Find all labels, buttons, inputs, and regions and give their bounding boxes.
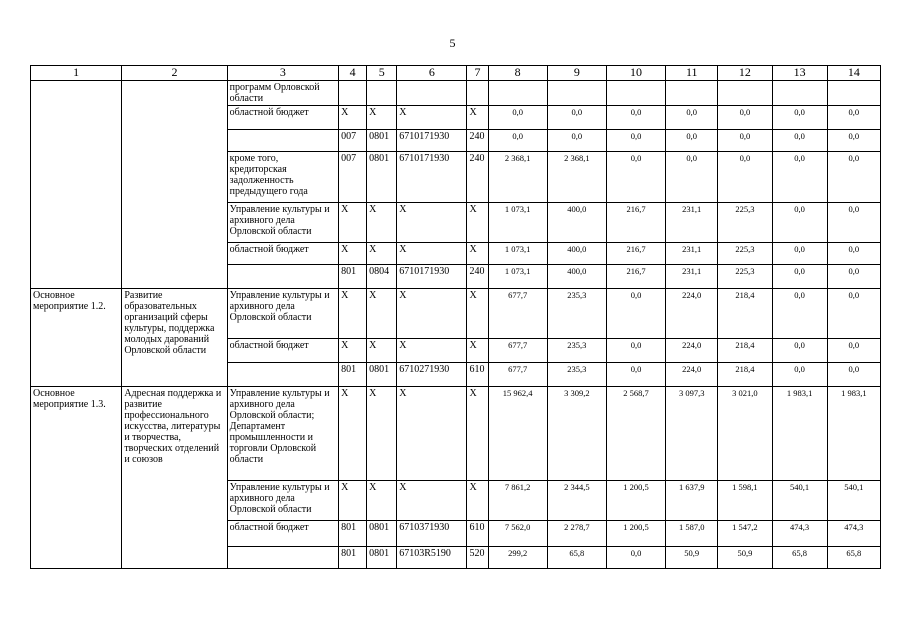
value-cell: 0,0 (827, 152, 880, 203)
value-cell: 400,0 (547, 243, 606, 265)
value-cell: 3 021,0 (718, 387, 772, 481)
value-cell: 7 562,0 (488, 521, 547, 547)
value-cell: 2 368,1 (488, 152, 547, 203)
code-cell: 007 (339, 130, 367, 152)
code-cell: X (467, 387, 488, 481)
value-cell: 0,0 (827, 130, 880, 152)
recipient-cell: Управление культуры и архивного дела Орловской области (227, 481, 338, 521)
code-cell: X (367, 203, 397, 243)
value-cell: 677,7 (488, 289, 547, 339)
code-cell: 240 (467, 152, 488, 203)
measure-cell (31, 81, 122, 289)
value-cell: 65,8 (827, 547, 880, 569)
code-cell: X (339, 106, 367, 130)
value-cell: 540,1 (772, 481, 827, 521)
value-cell: 0,0 (488, 106, 547, 130)
value-cell: 1 547,2 (718, 521, 772, 547)
code-cell: 240 (467, 130, 488, 152)
code-cell: X (467, 339, 488, 363)
value-cell: 0,0 (827, 289, 880, 339)
recipient-cell: областной бюджет (227, 339, 338, 363)
value-cell: 15 962,4 (488, 387, 547, 481)
value-cell: 218,4 (718, 363, 772, 387)
recipient-cell: областной бюджет (227, 521, 338, 547)
table-row (31, 289, 881, 339)
value-cell: 0,0 (606, 363, 665, 387)
code-cell: 801 (339, 363, 367, 387)
code-cell: X (339, 289, 367, 339)
code-cell: X (397, 387, 467, 481)
code-cell: X (367, 289, 397, 339)
value-cell: 0,0 (827, 339, 880, 363)
value-cell: 218,4 (718, 289, 772, 339)
value-cell: 0,0 (606, 130, 665, 152)
recipient-cell (227, 547, 338, 569)
code-cell: 6710171930 (397, 265, 467, 289)
measure-description-cell: Адресная поддержка и развитие профессионального искусства, литературы и творчества, творческих отделений и союзов (122, 387, 227, 569)
code-cell: X (467, 481, 488, 521)
code-cell: 801 (339, 265, 367, 289)
measure-cell: Основное мероприятие 1.2. (31, 289, 122, 387)
value-cell: 0,0 (718, 130, 772, 152)
value-cell: 0,0 (606, 339, 665, 363)
value-cell: 216,7 (606, 203, 665, 243)
recipient-cell (227, 363, 338, 387)
code-cell: X (397, 243, 467, 265)
value-cell: 0,0 (606, 106, 665, 130)
value-cell: 0,0 (827, 243, 880, 265)
code-cell: 610 (467, 363, 488, 387)
value-cell: 0,0 (606, 152, 665, 203)
recipient-cell: кроме того, кредиторская задолженность предыдущего года (227, 152, 338, 203)
value-cell: 2 568,7 (606, 387, 665, 481)
value-cell: 224,0 (666, 363, 718, 387)
value-cell: 1 073,1 (488, 203, 547, 243)
value-cell: 65,8 (547, 547, 606, 569)
value-cell: 50,9 (718, 547, 772, 569)
value-cell: 0,0 (827, 203, 880, 243)
column-header: 8 (488, 66, 547, 81)
code-cell: X (397, 289, 467, 339)
code-cell: X (467, 289, 488, 339)
column-header: 13 (772, 66, 827, 81)
measure-description-cell (122, 81, 227, 289)
value-cell: 0,0 (606, 547, 665, 569)
value-cell: 0,0 (827, 363, 880, 387)
value-cell: 540,1 (827, 481, 880, 521)
table-row (31, 81, 881, 106)
value-cell: 0,0 (772, 265, 827, 289)
code-cell: X (367, 387, 397, 481)
value-cell: 0,0 (772, 363, 827, 387)
code-cell: X (467, 106, 488, 130)
budget-table (30, 65, 881, 569)
recipient-cell: Управление культуры и архивного дела Орловской области; Департамент промышленности и торговли Орловской области (227, 387, 338, 481)
value-cell: 0,0 (772, 289, 827, 339)
page-number: 5 (449, 36, 456, 50)
column-header: 11 (666, 66, 718, 81)
value-cell: 0,0 (718, 152, 772, 203)
value-cell: 0,0 (488, 130, 547, 152)
value-cell: 0,0 (827, 106, 880, 130)
value-cell: 0,0 (547, 130, 606, 152)
code-cell: X (397, 481, 467, 521)
value-cell: 65,8 (772, 547, 827, 569)
code-cell: X (397, 339, 467, 363)
table-row (31, 387, 881, 481)
value-cell: 0,0 (827, 265, 880, 289)
recipient-cell: Управление культуры и архивного дела Орловской области (227, 289, 338, 339)
column-header: 5 (367, 66, 397, 81)
code-cell: X (367, 243, 397, 265)
header-row (31, 66, 881, 81)
value-cell: 224,0 (666, 339, 718, 363)
value-cell: 225,3 (718, 243, 772, 265)
value-cell: 1 637,9 (666, 481, 718, 521)
measure-cell: Основное мероприятие 1.3. (31, 387, 122, 569)
value-cell: 1 598,1 (718, 481, 772, 521)
value-cell: 231,1 (666, 243, 718, 265)
code-cell: X (339, 203, 367, 243)
value-cell: 1 587,0 (666, 521, 718, 547)
value-cell: 2 278,7 (547, 521, 606, 547)
code-cell: X (367, 481, 397, 521)
value-cell: 1 983,1 (827, 387, 880, 481)
recipient-cell: областной бюджет (227, 106, 338, 130)
code-cell: 007 (339, 152, 367, 203)
value-cell: 1 073,1 (488, 265, 547, 289)
code-cell: 240 (467, 265, 488, 289)
value-cell: 218,4 (718, 339, 772, 363)
recipient-cell: областной бюджет (227, 243, 338, 265)
value-cell: 216,7 (606, 243, 665, 265)
column-header: 9 (547, 66, 606, 81)
value-cell: 1 200,5 (606, 481, 665, 521)
column-header: 1 (31, 66, 122, 81)
column-header: 2 (122, 66, 227, 81)
recipient-cell: Управление культуры и архивного дела Орловской области (227, 203, 338, 243)
value-cell: 224,0 (666, 289, 718, 339)
code-cell: 0801 (367, 152, 397, 203)
value-cell: 2 368,1 (547, 152, 606, 203)
code-cell: 0804 (367, 265, 397, 289)
code-cell: 520 (467, 547, 488, 569)
value-cell: 0,0 (772, 339, 827, 363)
code-cell: 801 (339, 521, 367, 547)
value-cell: 0,0 (666, 130, 718, 152)
code-cell: 0801 (367, 130, 397, 152)
value-cell: 3 097,3 (666, 387, 718, 481)
code-cell: X (367, 106, 397, 130)
code-cell: 6710171930 (397, 130, 467, 152)
code-cell: X (367, 339, 397, 363)
column-header: 10 (606, 66, 665, 81)
recipient-cell: программ Орловской области (227, 81, 338, 106)
value-cell: 0,0 (772, 106, 827, 130)
code-cell: 610 (467, 521, 488, 547)
value-cell: 677,7 (488, 339, 547, 363)
column-header: 7 (467, 66, 488, 81)
recipient-cell (227, 130, 338, 152)
value-cell: 0,0 (718, 106, 772, 130)
code-cell: 6710371930 (397, 521, 467, 547)
value-cell: 400,0 (547, 265, 606, 289)
code-cell: X (397, 106, 467, 130)
code-cell: 0801 (367, 363, 397, 387)
value-cell: 216,7 (606, 265, 665, 289)
value-cell: 1 200,5 (606, 521, 665, 547)
code-cell: 6710271930 (397, 363, 467, 387)
code-cell: X (339, 481, 367, 521)
value-cell: 2 344,5 (547, 481, 606, 521)
measure-description-cell: Развитие образовательных организаций сферы культуры, поддержка молодых дарований Орловской области (122, 289, 227, 387)
value-cell: 50,9 (666, 547, 718, 569)
value-cell: 235,3 (547, 363, 606, 387)
value-cell: 1 073,1 (488, 243, 547, 265)
value-cell: 0,0 (666, 152, 718, 203)
column-header: 3 (227, 66, 338, 81)
value-cell: 0,0 (772, 203, 827, 243)
code-cell: X (467, 243, 488, 265)
column-header: 12 (718, 66, 772, 81)
value-cell: 474,3 (827, 521, 880, 547)
value-cell: 0,0 (772, 243, 827, 265)
value-cell: 400,0 (547, 203, 606, 243)
code-cell: 0801 (367, 547, 397, 569)
value-cell: 677,7 (488, 363, 547, 387)
value-cell: 0,0 (772, 152, 827, 203)
value-cell: 474,3 (772, 521, 827, 547)
recipient-cell (227, 265, 338, 289)
code-cell: 0801 (367, 521, 397, 547)
value-cell: 1 983,1 (772, 387, 827, 481)
value-cell: 0,0 (772, 130, 827, 152)
value-cell: 231,1 (666, 265, 718, 289)
code-cell: 6710171930 (397, 152, 467, 203)
value-cell: 7 861,2 (488, 481, 547, 521)
code-cell: X (467, 203, 488, 243)
value-cell: 3 309,2 (547, 387, 606, 481)
value-cell: 225,3 (718, 265, 772, 289)
code-cell: X (339, 387, 367, 481)
value-cell: 225,3 (718, 203, 772, 243)
code-cell: 801 (339, 547, 367, 569)
value-cell: 0,0 (606, 289, 665, 339)
code-cell: X (339, 243, 367, 265)
value-cell: 235,3 (547, 339, 606, 363)
column-header: 4 (339, 66, 367, 81)
value-cell: 0,0 (666, 106, 718, 130)
value-cell: 0,0 (547, 106, 606, 130)
code-cell: X (339, 339, 367, 363)
code-cell: X (397, 203, 467, 243)
column-header: 14 (827, 66, 880, 81)
value-cell: 299,2 (488, 547, 547, 569)
code-cell: 67103R5190 (397, 547, 467, 569)
value-cell: 231,1 (666, 203, 718, 243)
value-cell: 235,3 (547, 289, 606, 339)
column-header: 6 (397, 66, 467, 81)
